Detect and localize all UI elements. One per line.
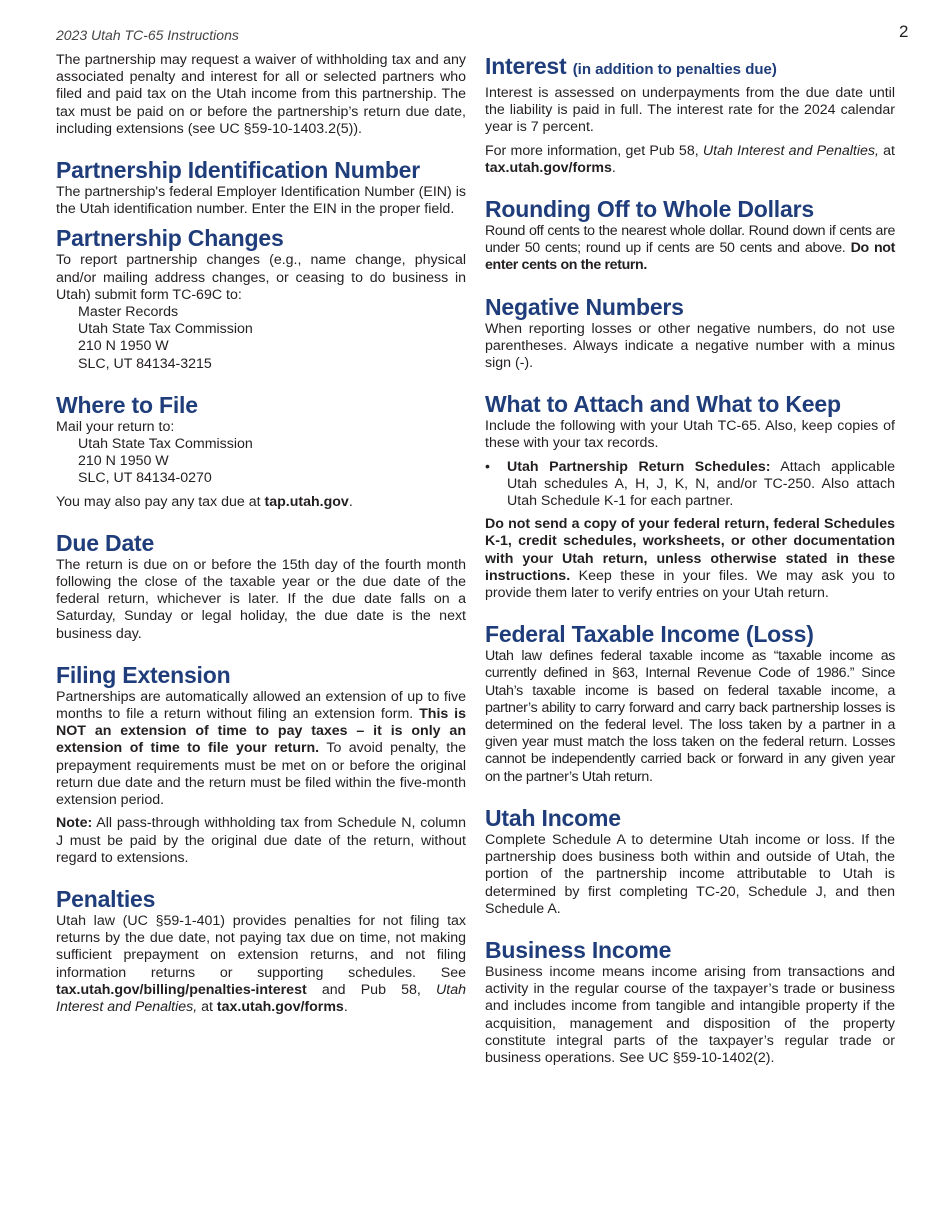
bullet-icon: • — [485, 458, 490, 475]
schedules-bullet-text: Utah Partnership Return Schedules: Attach applicable Utah schedules A, H, J, K, N, and/or TC-250. Also attach Utah Schedule K-1 for each partner. — [507, 458, 895, 510]
extension-note: Note: All pass-through withholding tax from Schedule N, column J must be paid by the original due date of the return, without regard to extensions. — [56, 815, 466, 866]
address-line: Utah State Tax Commission — [78, 436, 253, 453]
address-line: 210 N 1950 W — [78, 338, 169, 355]
intro-paragraph: The partnership may request a waiver of withholding tax and any associated penalty and interest for all or selected partners who filed and paid tax on the Utah income from this partnership. The tax must be paid on or before the partnership’s return due date, including extensions (see UC §59-10-1403.2(5)). — [56, 52, 466, 137]
interest-subheading: (in addition to penalties due) — [572, 61, 777, 78]
interest-info-text: For more information, get Pub 58, Utah Interest and Penalties, at tax.utah.gov/forms. — [485, 142, 895, 176]
where-to-file-text: Mail your return to: — [56, 418, 175, 435]
attach-keep-text: Include the following with your Utah TC-65. Also, keep copies of these with your tax records. — [485, 418, 895, 452]
heading-utah-income: Utah Income — [485, 804, 621, 831]
master-records-address — [78, 304, 466, 373]
heading-filing-extension: Filing Extension — [56, 661, 231, 688]
forms-link[interactable]: tax.utah.gov/forms — [216, 998, 344, 1015]
pay-online-text: You may also pay any tax due at tap.utah.gov. — [56, 493, 353, 510]
address-line: Master Records — [78, 304, 179, 321]
page-number: 2 — [899, 22, 909, 41]
due-date-text: The return is due on or before the 15th day of the fourth month following the close of the taxable year or the due date of the federal return, whichever is later. If the due date falls on a Saturday, Sunday or legal holiday, the due date is the next business day. — [56, 556, 466, 642]
filing-extension-text: Partnerships are automatically allowed an extension of up to five months to file a return without filing an extension form. This is NOT an extension of time to pay taxes – it is only an extension of time to file your return. To avoid penalty, the prepayment requirements must be met on or before the original return due date and the return must be filed within the five-month extension period. — [56, 688, 466, 809]
heading-where-to-file: Where to File — [56, 391, 198, 418]
heading-interest: Interest (in addition to penalties due) — [485, 53, 777, 79]
heading-federal-taxable-income: Federal Taxable Income (Loss) — [485, 621, 814, 648]
utah-income-text: Complete Schedule A to determine Utah income or loss. If the partnership does business both within and outside of Utah, the portion of the partnership income attributable to Utah is determined by first completing TC-20, Schedule J, and then Schedule A. — [485, 831, 895, 917]
mailing-address — [78, 436, 466, 488]
penalties-text: Utah law (UC §59-1-401) provides penalties for not filing tax returns by the due date, not paying tax due on time, not making sufficient prepayment on extension returns, and not filing information returns or supporting schedules. See tax.utah.gov/billing/penalties-interest and Pub 58, Utah Interest and Penalties, at tax.utah.gov/forms. — [56, 912, 466, 1015]
heading-negative-numbers: Negative Numbers — [485, 293, 684, 320]
list-item — [485, 459, 895, 511]
running-title: 2023 Utah TC-65 Instructions — [56, 27, 239, 43]
address-line: SLC, UT 84134-3215 — [78, 355, 212, 372]
left-column — [56, 52, 466, 1022]
heading-due-date: Due Date — [56, 529, 155, 556]
heading-attach-keep: What to Attach and What to Keep — [485, 391, 841, 418]
partnership-changes-text: To report partnership changes (e.g., name change, physical and/or mailing address changes, or ceasing to do business in Utah) submit form TC-69C to: — [56, 252, 466, 303]
heading-partnership-changes: Partnership Changes — [56, 225, 284, 252]
heading-business-income: Business Income — [485, 936, 672, 963]
heading-rounding: Rounding Off to Whole Dollars — [485, 196, 814, 223]
penalties-link[interactable]: tax.utah.gov/billing/penalties-interest — [56, 981, 307, 998]
right-column — [485, 52, 895, 1073]
address-line: SLC, UT 84134-0270 — [78, 470, 212, 487]
interest-text: Interest is assessed on underpayments from the due date until the liability is paid in full. The interest rate for the 2024 calendar year is 7 percent. — [485, 85, 895, 136]
negative-numbers-text: When reporting losses or other negative numbers, do not use parentheses. Always indicate a negative number with a minus sign (-). — [485, 320, 895, 372]
heading-partnership-id: Partnership Identification Number — [56, 157, 421, 184]
forms-link[interactable]: tax.utah.gov/forms — [485, 159, 612, 176]
address-line: Utah State Tax Commission — [78, 321, 253, 338]
attach-warning-text: Do not send a copy of your federal return, federal Schedules K-1, credit schedules, worksheets, or other documentation with your Utah return, unless otherwise stated in these instructions. Keep these in your files. We may ask you to provide them later to verify entries on your Utah return. — [485, 516, 895, 602]
business-income-text: Business income means income arising from transactions and activity in the regular course of the taxpayer’s trade or business and includes income from tangible and intangible property if the acquisition, management and disposition of the property constitute integral parts of the taxpayer’s regular trade or business operations. See UC §59-10-1402(2). — [485, 963, 895, 1066]
heading-penalties: Penalties — [56, 885, 156, 912]
rounding-text: Round off cents to the nearest whole dollar. Round down if cents are under 50 cents; round up if cents are 50 cents and above. Do not enter cents on the return. — [485, 223, 895, 274]
address-line: 210 N 1950 W — [78, 453, 169, 470]
partnership-id-text: The partnership's federal Employer Identification Number (EIN) is the Utah identification number. Enter the EIN in the proper field. — [56, 184, 466, 218]
federal-taxable-income-text: Utah law defines federal taxable income as “taxable income as currently defined in §63, Internal Revenue Code of 1986.” Since Utah’s taxable income is based on federal taxable income, a partner’s ability to carry forward and carry back partnership losses is determined on the federal level. The loss taken by a partner in a given year must match the loss taken on the federal return. Losses cannot be independently carried back or forward in any given year on the partner’s Utah return. — [485, 648, 895, 785]
tap-link[interactable]: tap.utah.gov — [264, 493, 349, 510]
